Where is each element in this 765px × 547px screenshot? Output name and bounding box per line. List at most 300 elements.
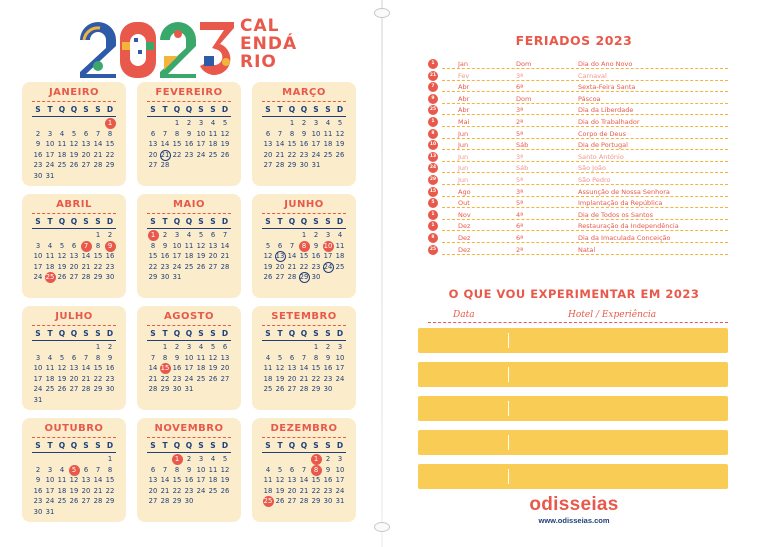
month-card [252,418,356,522]
day-cell: 23 [311,262,321,271]
day-cell: 13 [275,252,285,260]
day-cell: 8 [107,465,113,474]
day-cell: 21 [160,150,170,159]
month-name: MARÇO [282,87,326,98]
weekday-letter: S [313,105,319,114]
holiday-weekday: 6ª [516,222,524,231]
day-cell: 12 [275,364,285,372]
day-cell: 2 [186,455,192,463]
day-cell: 14 [81,364,91,372]
day-cell: 29 [287,161,297,169]
weekday-letter: S [210,329,216,338]
day-cell: 26 [57,273,67,281]
day-cell: 30 [33,171,43,180]
day-cell: 28 [81,385,91,393]
digit-2-shape [80,22,116,78]
day-cell: 22 [93,374,103,383]
weekday-letter: T [162,441,168,450]
day-cell: 11 [323,129,333,138]
weekday-row [32,441,116,451]
weekday-letter: D [106,441,114,450]
weekday-row [32,217,116,227]
day-cell: 9 [325,353,331,362]
day-cell: 28 [160,161,170,169]
day-cell: 26 [69,161,79,169]
holiday-month: Abr [458,106,470,115]
holiday-weekday: 3ª [516,106,524,115]
day-cell: 2 [325,343,331,351]
day-cell: 24 [335,486,345,495]
holiday-row [428,210,728,220]
holiday-day-badge: 15 [428,187,438,197]
holiday-name: São Pedro [578,176,611,184]
day-cell: 31 [45,171,55,180]
day-cell: 17 [172,252,182,260]
day-cell: 25 [57,497,67,505]
day-cell: 9 [186,465,192,474]
day-cell: 10 [33,252,43,260]
day-cell: 12 [57,364,67,372]
weekday-letter: Q [288,105,296,114]
day-cell: 11 [263,476,273,484]
day-cell: 26 [220,150,230,159]
day-cell: 24 [172,262,182,271]
day-cell: 20 [208,252,218,260]
experience-row[interactable] [418,362,728,387]
day-cell: 21 [160,486,170,495]
feriados-title: FERIADOS 2023 [515,33,633,48]
day-cell: 17 [45,486,55,495]
day-cell: 14 [160,476,170,484]
day-cell: 3 [186,343,192,351]
day-cell: 10 [45,140,55,148]
day-cell: 30 [172,385,182,393]
holiday-name: Páscoa [578,94,601,103]
day-cell: 3 [337,455,343,463]
day-cell: 11 [196,353,206,362]
day-cell: 10 [196,465,206,474]
day-cell: 19 [275,486,285,495]
day-cell: 29 [148,273,158,281]
day-cell: 18 [57,486,67,495]
day-cell: 30 [323,497,333,505]
day-cell: 7 [150,353,156,362]
weekday-letter: T [47,105,53,114]
day-cell: 22 [311,486,321,495]
experience-row[interactable] [418,396,728,421]
day-cell: 23 [172,374,182,383]
day-cell: 17 [311,140,321,148]
weekday-letter: D [221,105,229,114]
month-separator [32,101,116,102]
day-cell: 9 [105,241,116,252]
day-cell: 9 [35,140,41,148]
day-cell: 1 [311,454,322,465]
day-cell: 8 [311,465,322,476]
day-cell: 8 [95,353,101,362]
day-cell: 24 [311,150,321,159]
day-cell: 5 [210,343,216,351]
day-cell: 10 [196,129,206,138]
day-cell: 22 [311,374,321,383]
weekday-underline [262,228,346,229]
day-cell: 23 [105,374,115,383]
holiday-month: Ago [458,187,471,196]
day-cell: 14 [81,252,91,260]
day-cell: 6 [210,231,216,239]
day-cell: 14 [148,364,158,372]
holiday-day-badge: 21 [428,71,438,81]
holiday-month: Jun [458,176,469,184]
day-cell: 20 [287,486,297,495]
holiday-dotted-line [442,68,728,69]
weekday-letter: Q [288,217,296,226]
day-cell: 9 [325,465,331,474]
day-cell: 5 [265,241,271,250]
holiday-day-badge: 9 [428,94,438,104]
day-cell: 25 [208,486,218,495]
holiday-dotted-line [442,114,728,115]
day-cell: 19 [220,476,230,484]
month-card [22,418,126,522]
day-cell: 19 [196,252,206,260]
holiday-weekday: 4ª [516,210,524,219]
weekday-row [32,105,116,115]
day-cell: 12 [196,241,206,250]
weekday-letter: S [83,217,89,226]
month-separator [32,213,116,214]
day-cell: 24 [184,374,194,383]
weekday-underline [262,116,346,117]
day-cell: 27 [148,161,158,169]
day-cell: 21 [299,486,309,495]
month-separator [262,437,346,438]
logo-line-1: CAL [240,16,280,36]
weekday-underline [147,452,231,453]
day-cell: 19 [263,262,273,271]
day-cell: 25 [196,374,206,383]
weekday-letter: Q [300,329,308,338]
weekday-letter: Q [185,105,193,114]
day-cell: 11 [184,241,194,250]
month-name: JANEIRO [48,87,100,98]
month-separator [262,213,346,214]
calendar-page [0,0,382,547]
experience-row[interactable] [418,464,728,489]
day-cell: 6 [83,129,89,138]
holiday-day-badge: 8 [428,129,438,139]
brand-logo: odisseias [529,494,619,515]
day-cell: 13 [81,476,91,484]
day-cell: 11 [263,364,273,372]
logo-line-2: ENDÁ [240,34,298,54]
weekday-letter: Q [288,441,296,450]
holiday-dotted-line [442,138,728,139]
day-cell: 13 [220,353,230,362]
weekday-letter: S [265,105,271,114]
weekday-letter: T [162,329,168,338]
day-cell: 8 [107,129,113,138]
holiday-day-badge: 1 [428,210,438,220]
day-cell: 5 [198,231,204,239]
day-cell: 4 [337,231,343,239]
day-cell: 13 [69,364,79,372]
day-cell: 5 [69,465,80,476]
day-cell: 3 [47,129,53,138]
day-cell: 26 [220,486,230,495]
day-cell: 24 [196,486,206,495]
weekday-letter: Q [185,329,193,338]
holiday-dotted-line [442,126,728,127]
day-cell: 8 [313,353,319,362]
weekday-row [147,217,231,227]
day-cell: 13 [148,476,158,484]
day-cell: 28 [299,385,309,393]
day-cell: 23 [33,161,43,169]
weekday-letter: S [95,329,101,338]
day-cell: 7 [301,465,307,474]
holiday-dotted-line [442,184,728,185]
holiday-row [428,163,728,173]
day-cell: 24 [33,273,43,281]
day-cell: 2 [107,231,113,239]
day-cell: 3 [198,119,204,127]
day-cell: 29 [105,161,115,169]
day-cell: 16 [172,364,182,372]
holiday-row [428,233,728,243]
holiday-row [428,117,728,127]
day-cell: 20 [263,150,273,159]
weekday-letter: S [95,217,101,226]
day-cell: 19 [57,262,67,271]
holiday-name: Carnaval [578,71,607,80]
day-cell: 20 [287,374,297,383]
day-cell: 21 [275,150,285,159]
day-cell: 23 [184,150,194,159]
month-name: ABRIL [56,199,92,210]
weekday-letter: S [313,441,319,450]
day-cell: 10 [184,353,194,362]
day-cell: 1 [95,343,101,351]
day-cell: 15 [93,252,103,260]
weekday-letter: Q [70,441,78,450]
weekday-underline [147,228,231,229]
day-cell: 30 [311,273,321,281]
holiday-weekday: 3ª [516,187,524,196]
day-cell: 19 [57,374,67,383]
digit-0-shape [120,22,156,78]
day-cell: 4 [265,465,271,474]
day-cell: 12 [69,140,79,148]
day-cell: 4 [59,465,65,474]
weekday-letter: S [150,105,156,114]
weekday-letter: Q [173,441,181,450]
weekday-letter: D [336,217,344,226]
weekday-letter: S [325,329,331,338]
day-cell: 5 [59,353,65,362]
weekday-letter: D [336,329,344,338]
weekday-letter: S [265,441,271,450]
day-cell: 13 [287,476,297,484]
month-name: SETEMBRO [271,311,337,322]
day-cell: 12 [275,476,285,484]
column-hotel-label: Hotel / Experiência [568,310,657,320]
day-cell: 7 [222,231,228,239]
holiday-name: Sexta-Feira Santa [578,83,636,92]
holiday-day-badge: 8 [428,233,438,243]
day-cell: 16 [323,476,333,484]
day-cell: 6 [289,465,295,474]
weekday-letter: S [325,105,331,114]
holiday-month: Dez [458,234,471,242]
day-cell: 4 [47,353,53,362]
day-cell: 17 [323,252,333,260]
month-card [137,82,241,186]
day-cell: 8 [162,353,168,362]
day-cell: 31 [311,161,321,169]
weekday-letter: S [83,441,89,450]
holiday-name: Dia de Portugal [578,141,628,150]
day-cell: 21 [220,252,230,260]
day-cell: 13 [81,140,91,148]
holiday-day-badge: 5 [428,198,438,208]
day-cell: 17 [196,476,206,484]
day-cell: 25 [263,497,273,505]
day-cell: 2 [107,343,113,351]
day-cell: 23 [33,497,43,505]
day-cell: 29 [105,497,115,505]
month-card [137,418,241,522]
weekday-letter: S [35,441,41,450]
month-separator [262,325,346,326]
day-cell: 27 [69,385,79,393]
day-cell: 29 [311,385,321,393]
experience-row[interactable] [418,328,728,353]
day-cell: 4 [210,455,216,463]
day-cell: 19 [335,140,345,148]
day-cell: 22 [172,486,182,495]
day-cell: 26 [208,374,218,383]
day-cell: 30 [299,161,309,169]
holiday-row [428,105,728,115]
day-cell: 21 [299,374,309,383]
day-cell: 6 [150,129,156,138]
day-cell: 31 [33,395,43,404]
day-cell: 30 [105,273,115,281]
day-cell: 7 [162,129,168,138]
weekday-underline [32,452,116,453]
experiment-title: O QUE VOU EXPERIMENTAR EM 2023 [448,287,700,301]
day-cell: 20 [81,150,91,159]
day-cell: 18 [57,150,67,159]
weekday-row [147,329,231,339]
month-name: JUNHO [284,199,324,210]
day-cell: 22 [105,486,115,495]
day-cell: 4 [265,353,271,362]
holiday-weekday: 2ª [516,118,524,126]
weekday-letter: S [210,441,216,450]
day-cell: 20 [69,374,79,383]
day-cell: 2 [35,129,41,138]
day-cell: 9 [186,129,192,138]
experience-row[interactable] [418,430,728,455]
day-cell: 15 [311,364,321,372]
day-cell: 16 [105,364,115,372]
holidays-page [383,0,765,547]
day-cell: 29 [311,497,321,505]
weekday-underline [147,340,231,341]
holiday-row [428,71,728,81]
weekday-underline [262,452,346,453]
day-cell: 8 [150,241,156,250]
weekday-letter: Q [185,441,193,450]
day-cell: 3 [35,353,41,362]
holiday-month: Jan [458,60,469,68]
day-cell: 15 [172,476,182,484]
day-cell: 14 [93,476,103,484]
day-cell: 22 [160,374,170,383]
weekday-underline [262,340,346,341]
day-cell: 3 [313,119,319,127]
holiday-name: Dia de Todos os Santos [578,210,654,219]
month-name: DEZEMBRO [270,423,338,434]
month-card [137,194,241,298]
day-cell: 28 [93,161,103,169]
holiday-dotted-line [442,219,728,220]
weekday-letter: S [150,329,156,338]
day-cell: 8 [289,129,295,138]
weekday-letter: Q [300,217,308,226]
holiday-month: Fev [458,71,470,80]
month-name: MAIO [173,199,205,210]
holiday-month: Out [458,199,470,208]
day-cell: 16 [105,252,115,260]
day-cell: 19 [69,150,79,159]
day-cell: 1 [313,343,319,351]
columns-separator [428,322,728,323]
day-cell: 30 [105,385,115,393]
day-cell: 17 [335,364,345,372]
brand-url[interactable]: www.odisseias.com [538,516,610,525]
day-cell: 23 [323,486,333,495]
month-name: OUTUBRO [44,423,104,434]
holiday-weekday: 5ª [516,199,524,208]
holiday-row [428,245,728,255]
holiday-row [428,59,728,69]
weekday-letter: T [162,105,168,114]
day-cell: 11 [208,129,218,138]
day-cell: 26 [57,385,67,393]
day-cell: 1 [148,230,159,241]
day-cell: 26 [275,385,285,393]
holiday-weekday: 6ª [516,234,524,242]
day-cell: 25 [335,262,345,271]
day-cell: 12 [69,476,79,484]
day-cell: 19 [69,486,79,495]
day-cell: 15 [148,252,158,260]
day-cell: 27 [81,497,91,505]
weekday-letter: T [47,217,53,226]
day-cell: 16 [33,486,43,495]
weekday-letter: Q [58,217,66,226]
weekday-letter: S [313,329,319,338]
day-cell: 18 [208,476,218,484]
day-cell: 4 [325,119,331,127]
day-cell: 9 [301,129,307,138]
day-cell: 31 [172,273,182,281]
column-date-label: Data [453,310,475,320]
day-cell: 29 [93,385,103,393]
